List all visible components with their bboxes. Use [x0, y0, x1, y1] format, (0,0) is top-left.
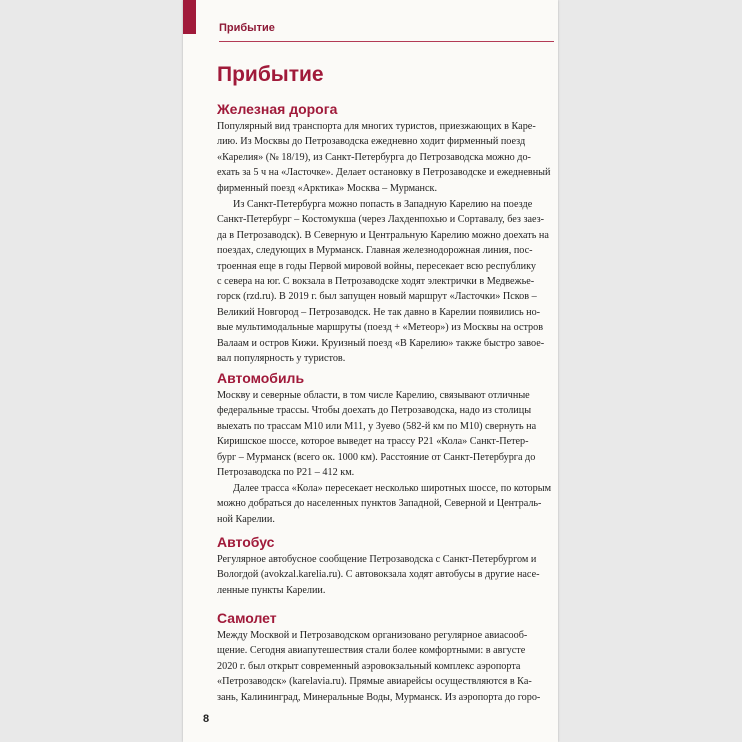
text-line: Москву и северные области, в том числе Карелию, связывают отличные — [217, 390, 530, 401]
text-line: ехать за 5 ч на «Ласточке». Делает остановку в Петрозаводске и ежедневный — [217, 167, 551, 179]
text-line: Петрозаводска по Р21 – 412 км. — [217, 467, 355, 479]
text-line: «Карелия» (№ 18/19), из Санкт-Петербурга до Петрозаводска можно до- — [217, 151, 531, 163]
text-line: Между Москвой и Петрозаводском организовано регулярное авиасооб- — [217, 630, 528, 641]
text-line: троенная еще в годы Первой мировой войны, пересекает всю республику — [217, 260, 537, 272]
text-line: Валаам и остров Кижи. Круизный поезд «В Карелию» также быстро завое- — [217, 337, 545, 349]
text-line: Киришское шоссе, которое выведет на трассу Р21 «Кола» Санкт-Петер- — [217, 436, 529, 448]
section-heading-plane: Самолет — [217, 610, 277, 626]
header-divider — [219, 41, 554, 42]
page-number: 8 — [203, 713, 210, 725]
text-line: вал популярность у туристов. — [217, 353, 346, 365]
running-header: Прибытие — [219, 22, 275, 34]
text-line: Регулярное автобусное сообщение Петрозаводска с Санкт-Петербургом и — [217, 554, 537, 565]
text-line: ленные пункты Карелии. — [217, 584, 326, 596]
text-line: фирменный поезд «Арктика» Москва – Мурманск. — [217, 182, 438, 194]
section-heading-bus: Автобус — [217, 534, 275, 550]
text-line: Вологдой (avokzal.karelia.ru). С автовокзала ходят автобусы в другие насе- — [217, 569, 540, 581]
railway-paragraph-1 — [217, 119, 555, 196]
text-line: ной Карелии. — [217, 513, 275, 525]
section-heading-railway: Железная дорога — [217, 101, 338, 117]
text-line: поездах, следующих в Мурманск. Главная железнодорожная линия, пос- — [217, 245, 533, 257]
text-line: Популярный вид транспорта для многих туристов, приезжающих в Каре- — [217, 121, 536, 132]
section-heading-car: Автомобиль — [217, 370, 305, 386]
text-line: зань, Калининград, Минеральные Воды, Мурманск. Из аэропорта до горо- — [217, 691, 541, 703]
car-paragraph-2 — [217, 481, 555, 527]
text-line: 2020 г. был открыт современный аэровокзальный комплекс аэропорта — [217, 660, 521, 672]
railway-paragraph-2 — [217, 197, 555, 366]
text-line: Санкт-Петербург – Костомукша (через Лахденпохью и Сортавалу, без заез- — [217, 214, 545, 226]
text-line: вые мультимодальные маршруты (поезд + «Метеор») из Москвы на остров — [217, 322, 544, 334]
text-line: щение. Сегодня авиапутешествия стали более комфортными: в августе — [217, 645, 526, 657]
text-line: «Петрозаводск» (karelavia.ru). Прямые авиарейсы осуществляются в Ка- — [217, 676, 532, 688]
text-line: да в Петрозаводск). В Северную и Центральную Карелию можно доехать на — [217, 229, 549, 241]
text-line: выехать по трассам М10 или М11, у Зуево (582-й км по М10) свернуть на — [217, 420, 537, 432]
plane-paragraph — [217, 628, 555, 705]
car-paragraph-1 — [217, 388, 555, 480]
text-line: бург – Мурманск (всего ок. 1000 км). Расстояние от Санкт-Петербурга до — [217, 451, 536, 463]
text-line: можно добраться до населенных пунктов Западной, Северной и Централь- — [217, 498, 542, 510]
bus-paragraph — [217, 552, 555, 598]
page-title: Прибытие — [217, 63, 324, 86]
text-line: Из Санкт-Петербурга можно попасть в Западную Карелию на поезде — [233, 199, 533, 210]
text-line: горск (rzd.ru). В 2019 г. был запущен новый маршрут «Ласточки» Псков – — [217, 291, 537, 303]
text-line: лию. Из Москвы до Петрозаводска ежедневно ходит фирменный поезд — [217, 136, 526, 148]
text-line: Великий Новгород – Петрозаводск. Не так давно в Карелии появились но- — [217, 306, 541, 318]
text-line: с севера на юг. С вокзала в Петрозаводске ходят электрички в Медвежье- — [217, 276, 535, 288]
text-line: Далее трасса «Кола» пересекает несколько широтных шоссе, по которым — [233, 483, 552, 494]
text-line: федеральные трассы. Чтобы доехать до Петрозаводска, надо из столицы — [217, 405, 532, 417]
page-edge-strip — [183, 0, 196, 34]
